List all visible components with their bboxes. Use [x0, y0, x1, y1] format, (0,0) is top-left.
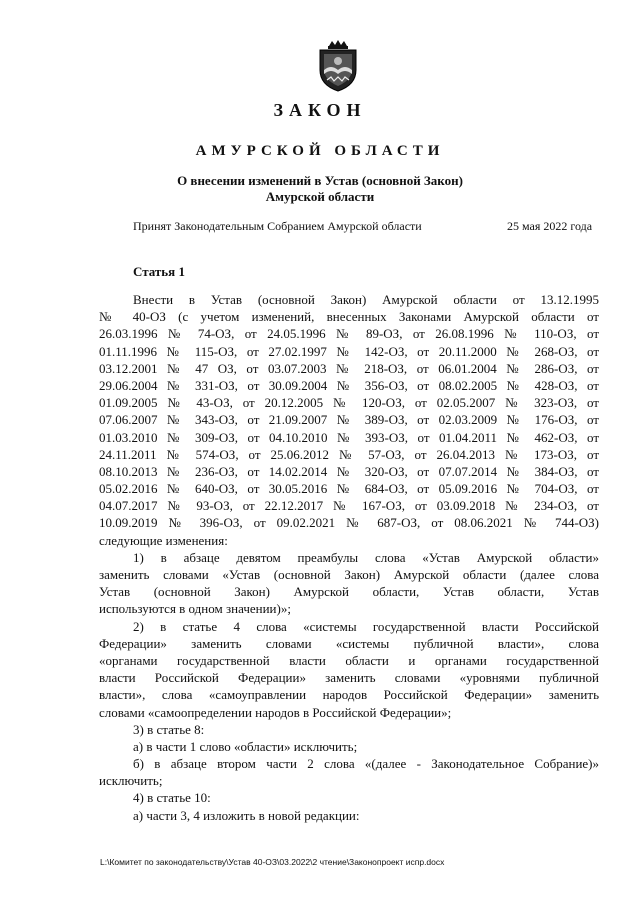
body-line: 08.10.2013 № 236-ОЗ, от 14.02.2014 № 320-ОЗ, от 07.07.2014 № 384-ОЗ, от	[99, 463, 599, 479]
body-line: исключить;	[99, 773, 163, 789]
body-line: Федерации» заменить словами «системы публичной власти», слова	[99, 635, 599, 651]
law-subject	[0, 173, 640, 205]
document-title: ЗАКОН	[273, 100, 367, 120]
body-line: следующие изменения:	[99, 532, 228, 548]
body-line: 24.11.2011 № 574-ОЗ, от 25.06.2012 № 57-ОЗ, от 26.04.2013 № 173-ОЗ, от	[99, 446, 599, 462]
body-line: а) в части 1 слово «области» исключить;	[133, 738, 358, 754]
body-line: 01.11.1996 № 115-ОЗ, от 27.02.1997 № 142-ОЗ, от 20.11.2000 № 268-ОЗ, от	[99, 343, 599, 359]
body-line: «органами государственной власти области и органами государственной	[99, 652, 599, 668]
body-line: № 40-ОЗ (с учетом изменений, внесенных Законами Амурской области от	[99, 309, 599, 325]
body-line: 3) в статье 8:	[133, 721, 205, 737]
coat-of-arms-icon	[313, 40, 363, 92]
body-line: 04.07.2017 № 93-ОЗ, от 22.12.2017 № 167-ОЗ, от 03.09.2018 № 234-ОЗ, от	[99, 498, 599, 514]
file-path-footer: L:\Комитет по законодательству\Устав 40-ОЗ\03.2022\2 чтение\Законопроект испр.docx	[100, 857, 445, 867]
body-line: словами «самоопределении народов в Российской Федерации»;	[99, 704, 452, 720]
body-line: 01.03.2010 № 309-ОЗ, от 04.10.2010 № 393-ОЗ, от 01.04.2011 № 462-ОЗ, от	[99, 429, 599, 445]
region-name: АМУРСКОЙ ОБЛАСТИ	[195, 143, 445, 159]
article-body	[99, 291, 599, 824]
body-line: 26.03.1996 № 74-ОЗ, от 24.05.1996 № 89-ОЗ, от 26.08.1996 № 110-ОЗ, от	[99, 326, 599, 342]
body-line: 29.06.2004 № 331-ОЗ, от 30.09.2004 № 356-ОЗ, от 08.02.2005 № 428-ОЗ, от	[99, 377, 599, 393]
body-line: 01.09.2005 № 43-ОЗ, от 20.12.2005 № 120-ОЗ, от 02.05.2007 № 323-ОЗ, от	[99, 395, 599, 411]
body-line: 1) в абзаце девятом преамбулы слова «Устав Амурской области»	[133, 549, 599, 565]
article-heading: Статья 1	[133, 264, 185, 279]
body-line: власти Российской Федерации» заменить словами «уровнями публичной	[99, 670, 599, 686]
body-line: заменить словами «Устав (основной Закон) Амурской области (далее слова	[99, 567, 599, 582]
body-line: 4) в статье 10:	[133, 790, 211, 806]
body-line: 2) в статье 4 слова «системы государственной власти Российской	[133, 618, 599, 634]
body-line: используются в одном значении)»;	[99, 601, 291, 617]
adopted-date: 25 мая 2022 года	[507, 219, 593, 233]
body-line: 03.12.2001 № 47 ОЗ, от 03.07.2003 № 218-ОЗ, от 06.01.2004 № 286-ОЗ, от	[99, 360, 599, 376]
body-line: власти», слова «самоуправлении народов Российской Федерации» заменить	[99, 687, 599, 703]
body-line: а) части 3, 4 изложить в новой редакции:	[133, 807, 360, 823]
law-subject-line-1: О внесении изменений в Устав (основной Закон)	[177, 173, 463, 188]
body-line: 10.09.2019 № 396-ОЗ, от 09.02.2021 № 687-ОЗ, от 08.06.2021 № 744-ОЗ)	[99, 515, 599, 531]
body-line: 07.06.2007 № 343-ОЗ, от 21.09.2007 № 389-ОЗ, от 02.03.2009 № 176-ОЗ, от	[99, 412, 599, 428]
body-line: Устав (основной Закон) Амурской области, Устав области, Устав	[99, 584, 599, 600]
adopted-by-text: Принят Законодательным Собранием Амурской области	[133, 219, 422, 233]
law-subject-line-2: Амурской области	[265, 189, 375, 204]
body-line: Внести в Устав (основной Закон) Амурской области от 13.12.1995	[133, 292, 599, 307]
body-line: 05.02.2016 № 640-ОЗ, от 30.05.2016 № 684-ОЗ, от 05.09.2016 № 704-ОЗ, от	[99, 481, 599, 497]
body-line: б) в абзаце втором части 2 слова «(далее - Законодательное Собрание)»	[133, 756, 599, 772]
